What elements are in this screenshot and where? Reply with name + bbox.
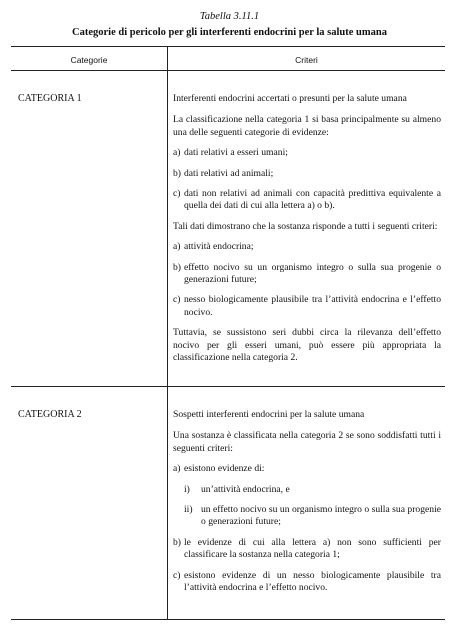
sub-list-item <box>184 484 441 496</box>
list-item <box>173 570 441 595</box>
list-item <box>173 168 441 180</box>
row-separator-rule <box>11 386 445 387</box>
paragraph: Tali dati dimostrano che la sostanza risponde a tutti i seguenti criteri: <box>173 220 438 232</box>
list-marker: a) <box>173 241 181 253</box>
header-bottom-rule <box>11 70 445 71</box>
list-marker: b) <box>173 261 181 273</box>
list-item <box>173 188 441 213</box>
list-item <box>173 262 441 287</box>
category-1-heading: Interferenti endocrini accertati o presunti per la salute umana <box>173 93 407 104</box>
list-marker: c) <box>173 569 181 581</box>
list-item <box>173 294 441 319</box>
list-marker: b) <box>173 536 181 548</box>
category-2-heading: Sospetti interferenti endocrini per la salute umana <box>173 409 365 420</box>
paragraph: Una sostanza è classificata nella categoria 2 se sono soddisfatti tutti i seguenti criteri: <box>173 430 441 454</box>
list-marker: a) <box>173 147 181 159</box>
category-1-criteria <box>173 93 441 373</box>
list-item <box>173 537 441 562</box>
list-text: effetto nocivo su un organismo integro o sulla sua progenie o generazioni future; <box>184 261 441 286</box>
list-marker: c) <box>173 294 181 306</box>
column-header-criteri: Criteri <box>295 55 318 65</box>
column-divider <box>167 46 168 619</box>
list-text: un effetto nocivo su un organismo integro o sulla sua progenie o generazioni future; <box>201 504 441 528</box>
list-text: dati relativi ad animali; <box>184 167 274 179</box>
list-marker: c) <box>173 188 181 200</box>
paragraph: La classificazione nella categoria 1 si basa principalmente su almeno una delle seguenti categorie di evidenze: <box>173 114 441 138</box>
list-text: le evidenze di cui alla lettera a) non sono sufficienti per classificare la sostanza nella categoria 1; <box>184 536 441 561</box>
list-marker: b) <box>173 167 181 179</box>
category-1-label: CATEGORIA 1 <box>18 93 82 104</box>
list-text: attività endocrina; <box>184 241 254 253</box>
list-marker: i) <box>184 483 190 495</box>
paragraph: Tuttavia, se sussistono seri dubbi circa la rilevanza dell’effetto nocivo per gli esseri umani, può essere più appropriata la classificazione nella categoria 2. <box>173 327 441 364</box>
list-text: esistono evidenze di: <box>184 463 265 475</box>
list-item <box>173 241 441 253</box>
list-item <box>173 463 441 475</box>
table-top-rule <box>11 46 445 47</box>
list-item <box>173 147 441 159</box>
category-2-label: CATEGORIA 2 <box>18 409 82 420</box>
list-text: nesso biologicamente plausibile tra l’attività endocrina e l’effetto nocivo. <box>184 294 441 318</box>
table-title: Categorie di pericolo per gli interferenti endocrini per la salute umana <box>72 27 387 38</box>
list-marker: ii) <box>184 504 193 516</box>
list-marker: a) <box>173 463 181 475</box>
table-caption: Tabella 3.11.1 <box>199 11 260 22</box>
category-2-criteria <box>173 409 441 602</box>
sub-list-item <box>184 504 441 529</box>
column-header-categorie: Categorie <box>70 55 108 65</box>
list-text: esistono evidenze di un nesso biologicamente plausibile tra l’attività endocrina e l’effetto nocivo. <box>184 569 441 594</box>
table-bottom-rule <box>11 619 445 620</box>
list-text: un’attività endocrina, e <box>201 483 290 495</box>
list-text: dati relativi a esseri umani; <box>184 147 288 159</box>
list-text: dati non relativi ad animali con capacità predittiva equivalente a quella dei dati di cui alla lettera a) o b). <box>184 188 441 212</box>
